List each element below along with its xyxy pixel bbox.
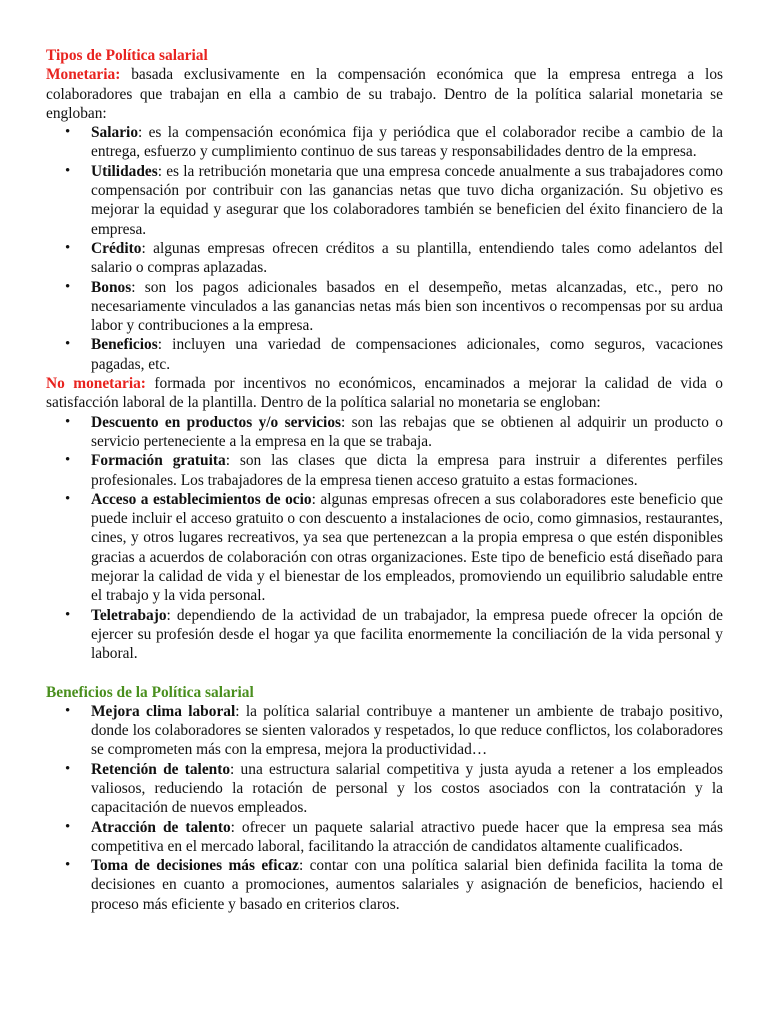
term-atraccion: Atracción de talento [91, 818, 231, 836]
label-no-monetaria: No monetaria: [46, 375, 146, 393]
list-item [46, 760, 723, 818]
desc-retencion: : una estructura salarial competitiva y justa ayuda a retener a los empleados valiosos, reduciendo la rotación de personal y los costos asociados con la contratación y la capacitación de nuevos empleados. [91, 760, 723, 817]
bullet-icon: • [65, 857, 71, 874]
section-title-tipos: Tipos de Política salarial [46, 47, 208, 64]
list-item [46, 451, 723, 490]
term-formacion: Formación gratuita [91, 452, 226, 470]
term-decisiones: Toma de decisiones más eficaz [91, 857, 299, 875]
bullet-icon: • [65, 278, 71, 295]
bullet-icon: • [65, 702, 71, 719]
list-item [46, 239, 723, 278]
document-page [46, 46, 723, 914]
desc-bonos: : son los pagos adicionales basados en el desempeño, metas alcanzadas, etc., pero no necesariamente vinculados a las ganancias netas más bien son incentivos o recompensas por su ardua labor y contribuciones a la empresa. [91, 278, 723, 335]
bullet-icon: • [65, 490, 71, 507]
desc-formacion: : son las clases que dicta la empresa para instruir a diferentes perfiles profesionales. Los trabajadores de la empresa tienen acceso gratuito a estas formaciones. [91, 452, 723, 489]
label-monetaria: Monetaria: [46, 66, 121, 84]
desc-decisiones: : contar con una política salarial bien definida facilita la toma de decisiones en cuanto a promociones, aumentos salariales y asignación de beneficios, haciendo el proceso más eficiente y basado en criterios claros. [91, 857, 723, 913]
paragraph-no-monetaria [46, 374, 723, 413]
term-teletrabajo: Teletrabajo [91, 606, 167, 624]
list-monetaria [46, 123, 723, 374]
bullet-icon: • [65, 760, 71, 777]
paragraph-monetaria [46, 65, 723, 123]
section-title-beneficios: Beneficios de la Política salarial [46, 683, 254, 701]
term-utilidades: Utilidades [91, 162, 158, 180]
bullet-icon: • [65, 336, 71, 353]
list-item [46, 335, 723, 374]
term-clima: Mejora clima laboral [91, 702, 236, 720]
bullet-icon: • [65, 239, 71, 256]
list-beneficios-politica [46, 702, 723, 914]
list-item [46, 606, 723, 664]
term-credito: Crédito [91, 239, 142, 257]
term-bonos: Bonos [91, 278, 132, 296]
desc-utilidades: : es la retribución monetaria que una empresa concede anualmente a sus trabajadores como compensación por contribuir con las ganancias netas que tuvo dicha organización. Su objetivo es mejorar la equidad y asegurar que los colaboradores también se beneficien del éxito financiero de la empresa. [91, 162, 723, 238]
bullet-icon: • [65, 124, 71, 141]
term-beneficios: Beneficios [91, 336, 158, 354]
term-salario: Salario [91, 124, 139, 142]
term-ocio: Acceso a establecimientos de ocio [91, 490, 312, 508]
section-spacer [46, 664, 723, 683]
term-descuento: Descuento en productos y/o servicios [91, 413, 342, 431]
desc-beneficios: : incluyen una variedad de compensaciones adicionales, como seguros, vacaciones pagadas, etc. [91, 336, 723, 373]
list-item [46, 413, 723, 452]
text-no-monetaria: formada por incentivos no económicos, encaminados a mejorar la calidad de vida o satisfacción laboral de la plantilla. Dentro de la política salarial no monetaria se engloban: [46, 375, 724, 412]
list-item [46, 856, 723, 914]
term-retencion: Retención de talento [91, 760, 231, 778]
desc-descuento: : son las rebajas que se obtienen al adquirir un producto o servicio perteneciente a la empresa en la que se trabaja. [91, 413, 723, 450]
bullet-icon: • [65, 606, 71, 623]
desc-teletrabajo: : dependiendo de la actividad de un trabajador, la empresa puede ofrecer la opción de ejercer su profesión desde el hogar ya que facilita enormemente la conciliación de la vida personal y laboral. [91, 606, 723, 663]
bullet-icon: • [65, 413, 71, 430]
list-item [46, 162, 723, 239]
list-item [46, 702, 723, 760]
bullet-icon: • [65, 452, 71, 469]
list-no-monetaria [46, 413, 723, 664]
list-item [46, 490, 723, 606]
desc-salario: : es la compensación económica fija y periódica que el colaborador recibe a cambio de la entrega, esfuerzo y cumplimiento continuo de sus tareas y responsabilidades dentro de la empresa. [91, 124, 723, 161]
bullet-icon: • [65, 818, 71, 835]
desc-atraccion: : ofrecer un paquete salarial atractivo puede hacer que la empresa sea más competitiva en el mercado laboral, facilitando la atracción de candidatos altamente cualificados. [91, 818, 723, 855]
desc-clima: : la política salarial contribuye a mantener un ambiente de trabajo positivo, donde los colaboradores se sienten valorados y respetados, lo que reduce conflictos, los colaboradores se comprometen más con la empresa, mejora la productividad… [91, 702, 723, 759]
list-item [46, 818, 723, 857]
list-item [46, 123, 723, 162]
desc-ocio: : algunas empresas ofrecen a sus colaboradores este beneficio que puede incluir el acceso gratuito o con descuento a instalaciones de ocio, como gimnasios, restaurantes, cines, y otros lugares recreativos, ya sea que pertenezcan a la propia empresa o que estén disponibles gracias a acuerdos de colaboración con otras organizaciones. Este tipo de beneficio está diseñado para mejorar la calidad de vida y el bienestar de los empleados, promoviendo un equilibrio saludable entre el trabajo y la vida personal. [91, 490, 724, 605]
desc-credito: : algunas empresas ofrecen créditos a su plantilla, entendiendo tales como adelantos del salario o compras aplazadas. [91, 239, 723, 277]
text-monetaria: basada exclusivamente en la compensación económica que la empresa entrega a los colaboradores que trabajan en ella a cambio de su trabajo. Dentro de la política salarial monetaria se engloban: [46, 66, 723, 122]
list-item [46, 278, 723, 336]
bullet-icon: • [65, 162, 71, 179]
